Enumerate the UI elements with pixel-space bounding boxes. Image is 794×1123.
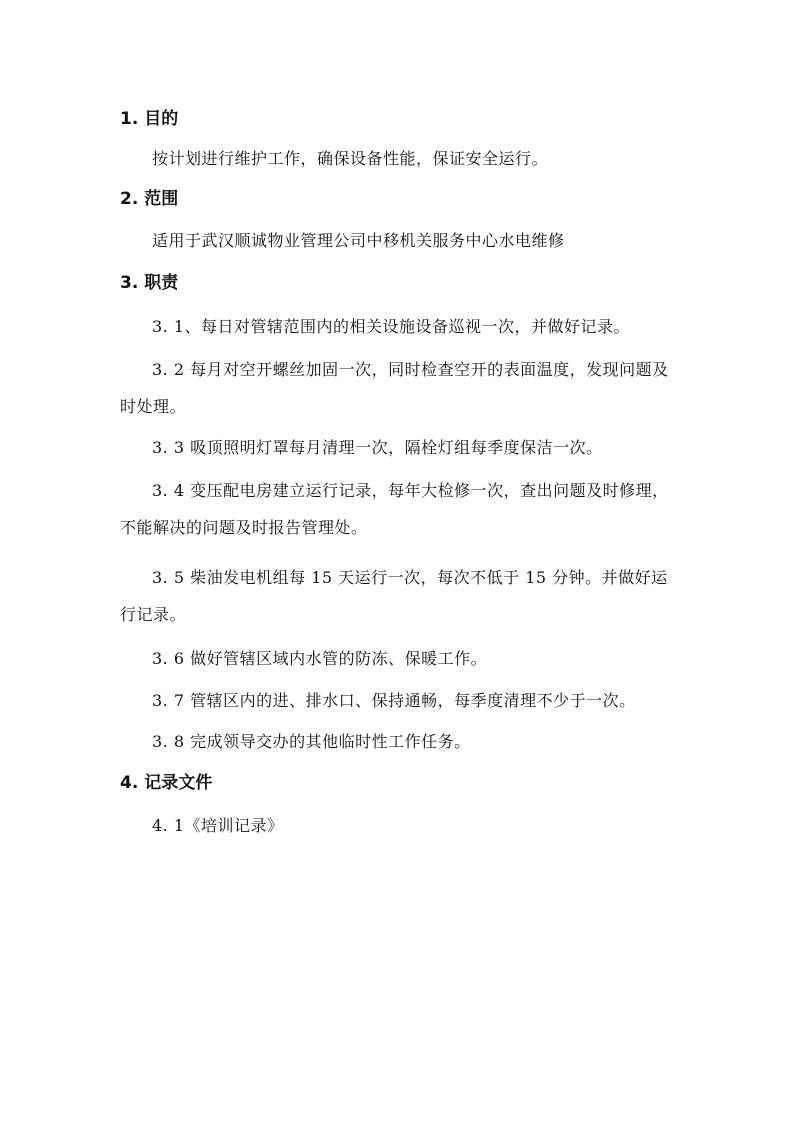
duty-item: 3. 2 每月对空开螺丝加固一次，同时检查空开的表面温度，发现问题及时处理。 [120, 360, 669, 416]
record-item: 4. 1《培训记录》 [152, 816, 284, 835]
duty-item: 3. 5 柴油发电机组每 15 天运行一次，每次不低于 15 分钟。并做好运行记录。 [120, 568, 668, 624]
duty-item: 3. 4 变压配电房建立运行记录，每年大检修一次，查出问题及时修理，不能解决的问题及时报告管理处。 [120, 481, 669, 537]
heading-duties: 3. 职责 [120, 273, 179, 293]
heading-scope: 2. 范围 [120, 189, 179, 209]
scope-text: 适用于武汉顺诚物业管理公司中移机关服务中心水电维修 [152, 231, 565, 250]
duty-item: 3. 6 做好管辖区域内水管的防冻、保暖工作。 [152, 649, 488, 668]
duty-item: 3. 3 吸顶照明灯罩每月清理一次，隔栓灯组每季度保洁一次。 [152, 438, 603, 457]
duty-item: 3. 8 完成领导交办的其他临时性工作任务。 [152, 732, 471, 751]
duty-item: 3. 7 管辖区内的进、排水口、保持通畅，每季度清理不少于一次。 [152, 691, 636, 710]
heading-purpose: 1. 目的 [120, 109, 179, 129]
purpose-text: 按计划进行维护工作，确保设备性能，保证安全运行。 [152, 149, 549, 168]
heading-records: 4. 记录文件 [120, 773, 213, 793]
duty-item: 3. 1、每日对管辖范围内的相关设施设备巡视一次，并做好记录。 [152, 317, 631, 336]
